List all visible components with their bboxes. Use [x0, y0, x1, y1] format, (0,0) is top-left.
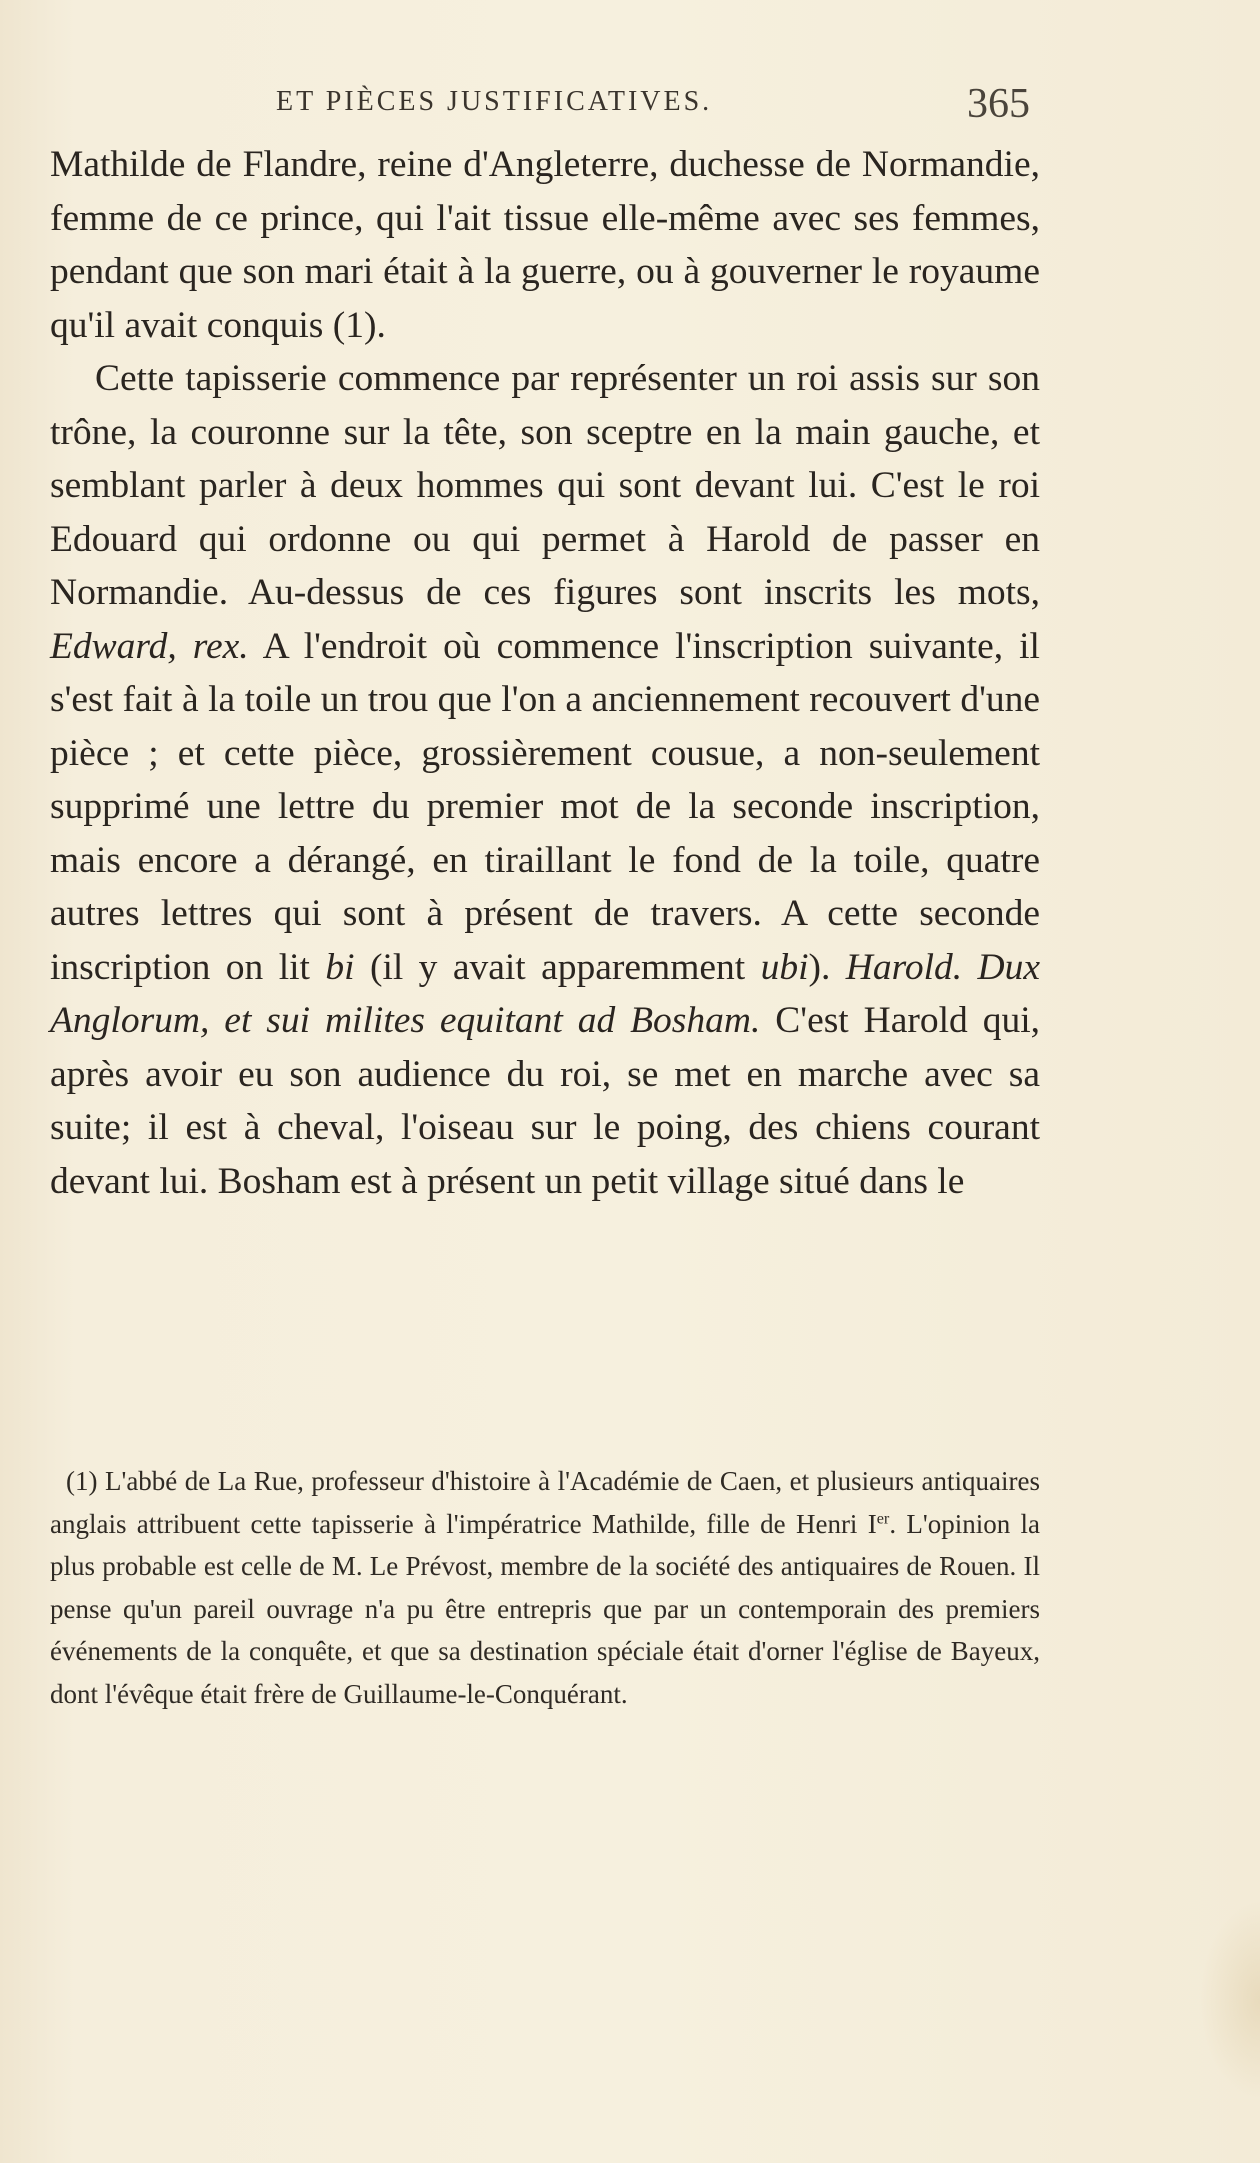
- inscription-edward-rex: Edward, rex.: [50, 625, 249, 667]
- paragraph-2-part-5: C'est Harold qui, après avoir eu son audience du roi, se met en marche avec sa suite; il est à cheval, l'oiseau sur le poing, des chiens courant devant lui. Bosham est à présent un petit village situé dans le: [50, 1000, 1040, 1202]
- footnote-superscript: er: [876, 1508, 890, 1527]
- inscription-harold: Harold. Dux Anglorum, et sui milites equitant ad Bosham.: [50, 946, 1041, 1041]
- page-number: 365: [967, 81, 1030, 127]
- paragraph-2-part-3: (il y avait apparemment: [369, 946, 746, 988]
- paragraph-1: Mathilde de Flandre, reine d'Angleterre, duchesse de Normandie, femme de ce prince, qui l'ait tissue elle-même avec ses femmes, pendant que son mari était à la guerre, ou à gouverner le royaume qu'il avait conquis (1).: [50, 144, 1040, 346]
- paragraph-2-part-4: ).: [808, 946, 831, 988]
- footnote-part-2: . L'opinion la plus probable est celle de M. Le Prévost, membre de la société des antiquaires de Rouen. Il pense qu'un pareil ouvrage n'a pu être entrepris que par un contemporain des premiers événements de la conquête, et que sa destination spéciale était d'orner l'église de Bayeux, dont l'évêque était frère de Guillaume-le-Conquérant.: [50, 1508, 1040, 1709]
- inscription-ubi: ubi: [760, 946, 809, 988]
- paragraph-2-part-1: Cette tapisserie commence par représenter un roi assis sur son trône, la couronne sur la tête, son sceptre en la main gauche, et semblant parler à deux hommes qui sont devant lui. C'est le roi Edouard qui ordonne ou qui permet à Harold de passer en Normandie. Au-dessus de ces figures sont inscrits les mots,: [50, 358, 1040, 613]
- page-header: [50, 80, 1030, 130]
- footnote-part-1: (1) L'abbé de La Rue, professeur d'histoire à l'Académie de Caen, et plusieurs antiquaires anglais attribuent cette tapisserie à l'impératrice Mathilde, fille de Henri I: [50, 1466, 1040, 1539]
- paragraph-2-part-2: A l'endroit où commence l'inscription suivante, il s'est fait à la toile un trou que l'on a anciennement recouvert d'une pièce ; et cette pièce, grossièrement cousue, a non-seulement supprimé une lettre du premier mot de la seconde inscription, mais encore a dérangé, en tiraillant le fond de la toile, quatre autres lettres qui sont à présent de travers. A cette seconde inscription on lit: [50, 625, 1040, 988]
- running-head: ET PIÈCES JUSTIFICATIVES.: [276, 86, 713, 117]
- inscription-bi: bi: [325, 946, 355, 988]
- paragraph-2: [50, 352, 1040, 1208]
- main-text: [50, 138, 1040, 1208]
- paper-stain: [1200, 1900, 1260, 2100]
- footnote-1: [50, 1460, 1040, 1715]
